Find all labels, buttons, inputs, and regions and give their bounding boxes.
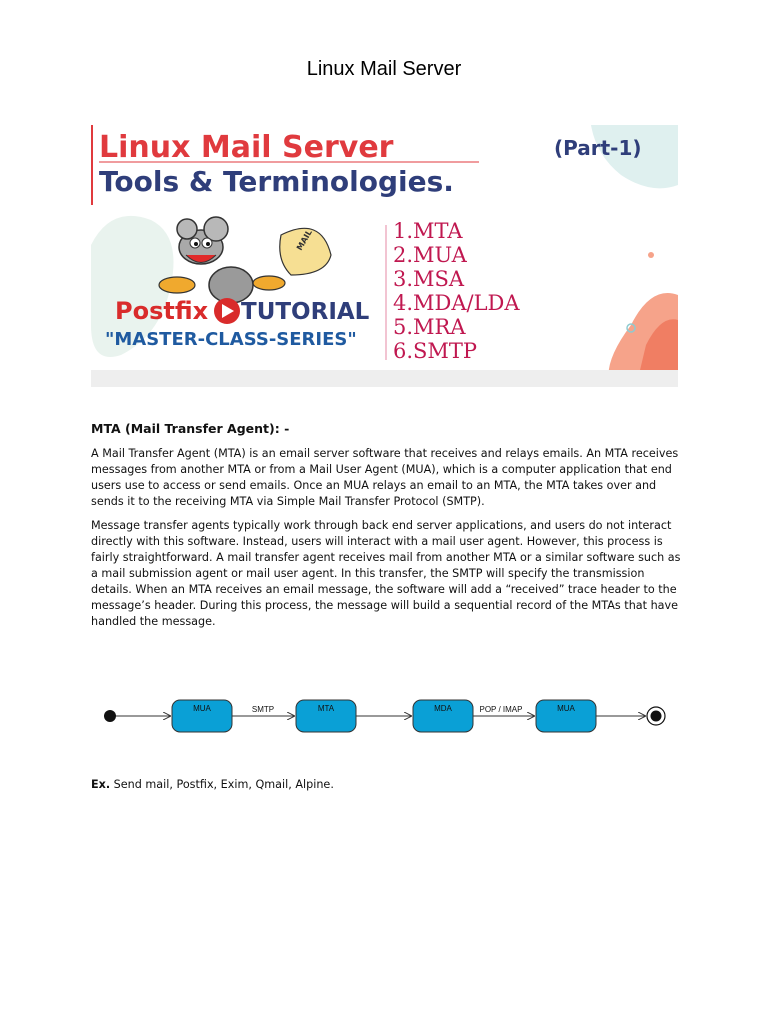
end-node — [651, 711, 662, 722]
example-label: Ex. — [91, 778, 111, 791]
banner-list-item: 2.MUA — [393, 243, 467, 267]
flow-edge-label: SMTP — [251, 705, 275, 714]
banner-list-item: 6.SMTP — [393, 339, 478, 363]
flow-node-label: MUA — [557, 704, 575, 713]
banner-image — [91, 125, 678, 387]
flow-node-label: MDA — [434, 704, 452, 713]
example-text: Send mail, Postfix, Exim, Qmail, Alpine. — [113, 778, 334, 791]
mascot-sack-label: MAIL — [294, 228, 314, 252]
paragraph-intro: A Mail Transfer Agent (MTA) is an email server software that receives and relays emails. An MTA receives messages from another MTA or from a Mail User Agent (MUA), which is a computer application that end users use to access or send emails. Once an MUA relays an email to an MTA, the MTA takes over and sends it to the receiving MTA via Simple Mail Transfer Protocol (SMTP). — [91, 447, 679, 508]
play-icon — [214, 298, 240, 324]
banner-list-item: 3.MSA — [393, 267, 465, 291]
mail-flow-svg — [95, 690, 675, 740]
banner-list-item: 4.MDA/LDA — [393, 291, 520, 315]
banner-list-item: 1.MTA — [393, 219, 463, 243]
banner-graphic — [91, 125, 678, 387]
banner-left-accent — [91, 125, 93, 205]
banner-brand: Postfix — [115, 297, 209, 325]
banner-brand-suffix: TUTORIAL — [241, 299, 370, 325]
mail-flow-diagram — [95, 690, 675, 740]
start-node — [104, 710, 116, 722]
banner-part-label: (Part-1) — [554, 136, 642, 160]
page-title: Linux Mail Server — [306, 58, 462, 80]
flow-node-label: MUA — [193, 704, 211, 713]
decorative-dot — [648, 252, 654, 258]
paragraph-details: Message transfer agents typically work through back end server applications, and users do not interact directly with this software. Instead, users will interact with a mail user agent. However, this process is fairly straightforward. A mail transfer agent receives mail from another MTA or a similar software such as a mail submission agent or mail user agent. In this transfer, the SMTP will specify the transmission details. When an MTA receives an email message, the software will add a “received” trace header to the message’s header. During this process, the message will build a sequential record of the MTAs that have handled the message. — [91, 519, 681, 628]
banner-list-item: 5.MRA — [393, 315, 466, 339]
banner-bottom-shadow — [91, 370, 678, 387]
banner-subtitle: Tools & Terminologies. — [99, 165, 454, 198]
flow-edge-label: POP / IMAP — [479, 705, 523, 714]
banner-series: "MASTER-CLASS-SERIES" — [105, 329, 357, 350]
banner-list — [393, 219, 520, 363]
example-line — [91, 778, 334, 791]
flow-node-label: MTA — [317, 704, 335, 713]
section-heading: MTA (Mail Transfer Agent): - — [91, 421, 290, 436]
banner-title: Linux Mail Server — [99, 130, 394, 165]
